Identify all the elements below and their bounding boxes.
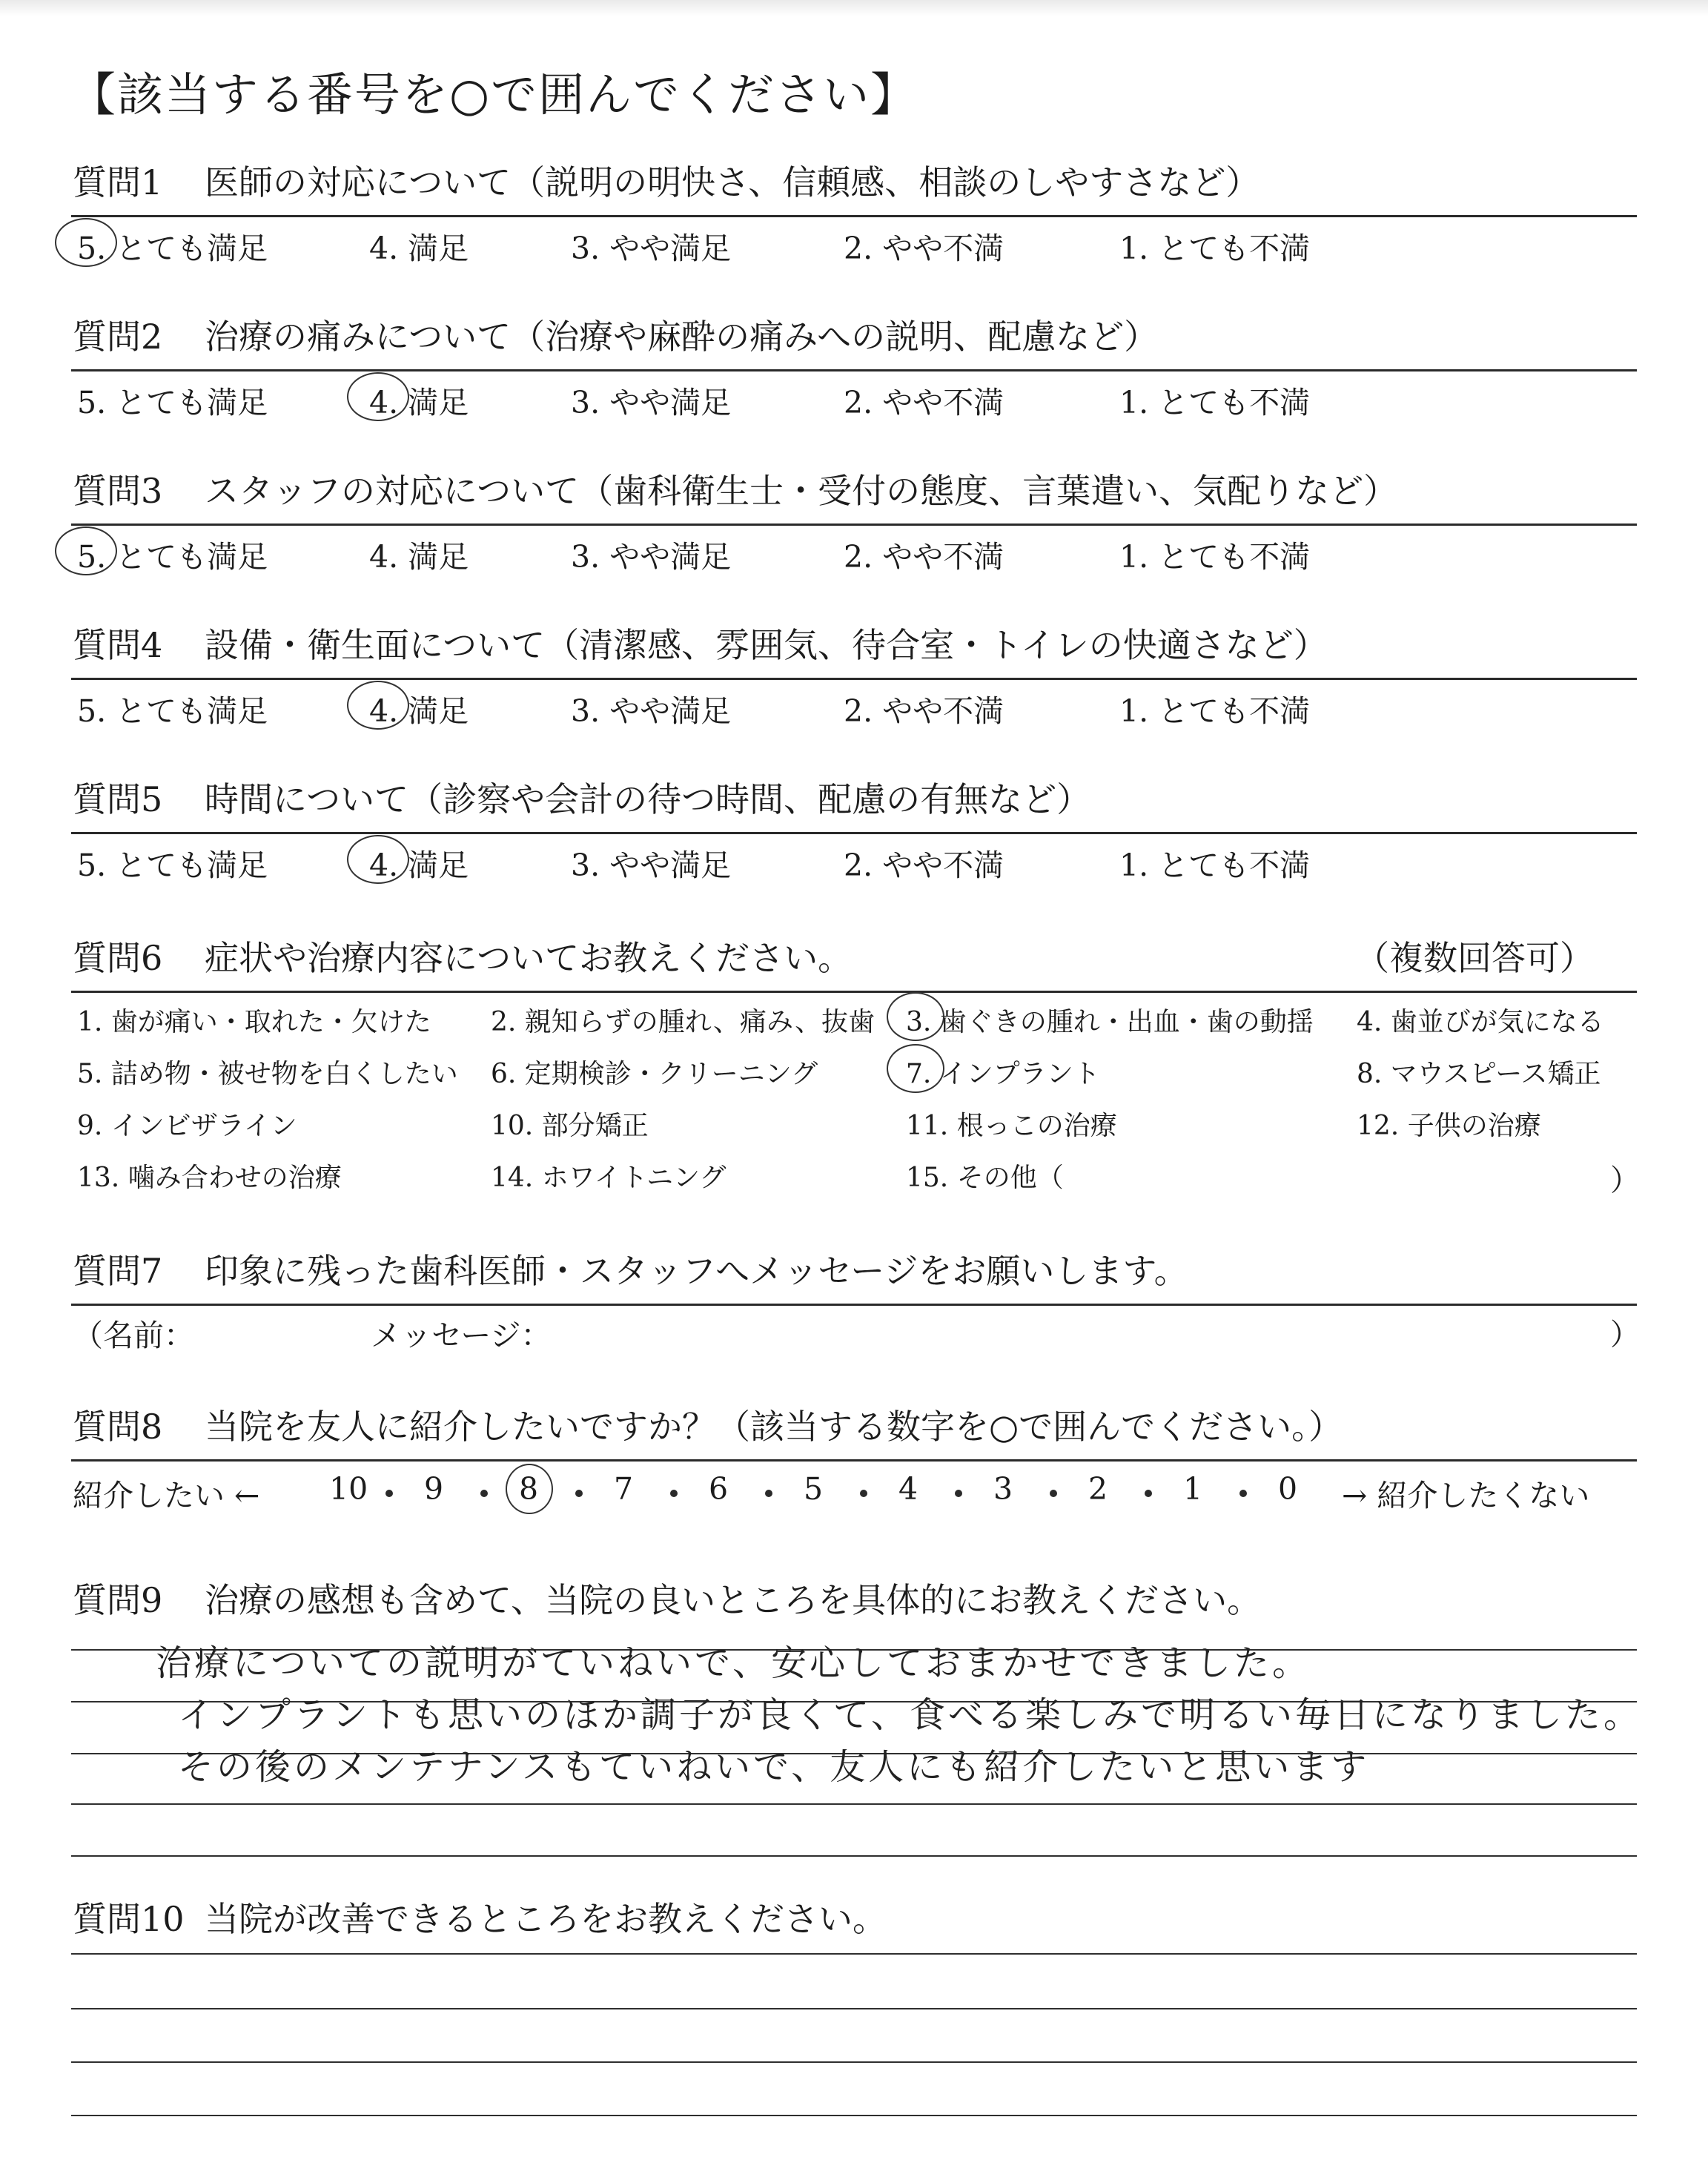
rating-option-4: 4. 満足: [369, 693, 469, 729]
rating-option-4: 4. 満足: [369, 848, 469, 883]
scale-dot: [765, 1490, 772, 1497]
scale-number-6: 6: [709, 1471, 729, 1507]
page-top-edge: [0, 0, 1708, 16]
question-10-title: [73, 1892, 887, 1941]
question-text: 当院が改善できるところをお教えください。: [205, 1899, 887, 1939]
scale-number-2: 2: [1088, 1471, 1108, 1507]
selected-circle: [347, 372, 409, 421]
question-number: 質問5: [73, 779, 163, 819]
scale-number-4: 4: [898, 1471, 918, 1507]
selected-circle: [887, 992, 944, 1041]
question-text: 医師の対応について（説明の明快さ、信頼感、相談のしやすさなど）: [205, 162, 1260, 202]
question-7-title: [73, 1244, 1188, 1293]
rating-option-1: 1. とても不満: [1119, 231, 1311, 266]
scale-number-3: 3: [993, 1471, 1013, 1507]
rating-option-2: 2. やや不満: [844, 693, 1004, 729]
question-number: 質問8: [73, 1407, 163, 1447]
question-rule: [71, 369, 1637, 371]
question-text: 印象に残った歯科医師・スタッフへメッセージをお願いします。: [205, 1251, 1188, 1291]
symptom-option: 6. 定期検診・クリーニング: [491, 1059, 818, 1089]
scale-dot: [575, 1490, 583, 1497]
writing-line: [71, 2008, 1637, 2009]
rating-option-3: 3. やや満足: [571, 385, 732, 420]
question-number: 質問10: [73, 1899, 185, 1939]
question-title: [73, 310, 1158, 359]
scale-number-7: 7: [614, 1471, 634, 1507]
scale-dot: [1050, 1490, 1057, 1497]
rating-option-5: 5. とても満足: [77, 848, 268, 883]
not-recommend-label: → 紹介したくない: [1342, 1478, 1590, 1513]
rating-option-5: 5. とても満足: [77, 385, 268, 420]
rating-option-4: 4. 満足: [369, 539, 469, 575]
symptom-option: 1. 歯が痛い・取れた・欠けた: [77, 1007, 431, 1037]
scale-number-0: 0: [1278, 1471, 1298, 1507]
handwritten-answer-line: その後のメンテナンスもていねいで、友人にも紹介したいと思います: [178, 1746, 1370, 1788]
message-label: メッセージ：: [371, 1318, 552, 1353]
scale-number-10: 10: [329, 1471, 368, 1507]
scale-dot: [385, 1490, 393, 1497]
selected-circle: [347, 681, 409, 730]
symptom-option: 13. 噛み合わせの治療: [77, 1163, 342, 1193]
handwritten-answer-line: 治療についての説明がていねいで、安心しておまかせできました。: [156, 1642, 1311, 1684]
close-paren: ）: [1610, 1318, 1640, 1352]
selected-circle: [887, 1044, 944, 1093]
rating-option-1: 1. とても不満: [1119, 848, 1311, 883]
writing-line: [71, 1953, 1637, 1955]
scale-dot: [670, 1490, 678, 1497]
other-close-paren: ）: [1610, 1163, 1640, 1198]
rating-option-4: 4. 満足: [369, 385, 469, 420]
question-rule: [71, 991, 1637, 993]
rating-option-3: 3. やや満足: [571, 231, 732, 266]
scale-dot: [955, 1490, 962, 1497]
question-text: 当院を友人に紹介したいですか？（該当する数字を○で囲んでください。）: [205, 1407, 1343, 1447]
question-title: [73, 156, 1260, 205]
question-text: スタッフの対応について（歯科衛生士・受付の態度、言葉遣い、気配りなど）: [205, 471, 1398, 511]
selected-circle: [55, 218, 117, 267]
writing-line: [71, 1803, 1637, 1805]
question-text: 治療の痛みについて（治療や麻酔の痛みへの説明、配慮など）: [205, 317, 1159, 357]
rating-option-5: 5. とても満足: [77, 693, 268, 729]
name-label: （名前：: [73, 1318, 194, 1353]
selected-circle: [506, 1464, 553, 1514]
multiple-answer-note: （複数回答可）: [1355, 938, 1594, 978]
symptom-option: 14. ホワイトニング: [491, 1163, 726, 1193]
question-6-title: [73, 931, 852, 980]
scale-number-8: 8: [519, 1471, 539, 1507]
question-text: 治療の感想も含めて、当院の良いところを具体的にお教えください。: [205, 1580, 1262, 1620]
symptom-option: 5. 詰め物・被せ物を白くしたい: [77, 1059, 458, 1089]
question-title: [73, 618, 1328, 667]
rating-option-2: 2. やや不満: [844, 539, 1004, 575]
rating-option-1: 1. とても不満: [1119, 539, 1311, 575]
question-number: 質問3: [73, 471, 163, 511]
rating-option-2: 2. やや不満: [844, 848, 1004, 883]
question-title: [73, 773, 1090, 822]
question-8-title: [73, 1400, 1343, 1449]
symptom-option: 8. マウスピース矯正: [1357, 1059, 1601, 1089]
question-number: 質問9: [73, 1580, 163, 1620]
handwritten-answer-line: インプラントも思いのほか調子が良くて、食べる楽しみで明るい毎日になりました。: [178, 1694, 1643, 1736]
question-rule: [71, 678, 1637, 680]
rating-option-1: 1. とても不満: [1119, 385, 1311, 420]
question-rule: [71, 524, 1637, 526]
selected-circle: [55, 526, 117, 575]
rating-option-4: 4. 満足: [369, 231, 469, 266]
symptom-option: 3. 歯ぐきの腫れ・出血・歯の動揺: [906, 1007, 1314, 1037]
scale-dot: [1145, 1490, 1152, 1497]
scale-dot: [1239, 1490, 1247, 1497]
rating-option-3: 3. やや満足: [571, 848, 732, 883]
rating-option-1: 1. とても不満: [1119, 693, 1311, 729]
rating-option-3: 3. やや満足: [571, 539, 732, 575]
question-9-title: [73, 1573, 1261, 1622]
question-rule: [71, 1459, 1637, 1462]
rating-option-5: 5. とても満足: [77, 231, 268, 266]
selected-circle: [347, 835, 409, 884]
question-text: 症状や治療内容についてお教えください。: [205, 938, 853, 978]
scale-number-5: 5: [804, 1471, 824, 1507]
scale-dot: [480, 1490, 488, 1497]
question-number: 質問4: [73, 625, 163, 665]
scale-number-9: 9: [424, 1471, 444, 1507]
writing-line: [71, 2061, 1637, 2063]
question-title: [73, 464, 1397, 513]
question-number: 質問2: [73, 317, 163, 357]
symptom-option: 9. インビザライン: [77, 1111, 297, 1141]
writing-line: [71, 1855, 1637, 1857]
rating-option-3: 3. やや満足: [571, 693, 732, 729]
rating-option-2: 2. やや不満: [844, 385, 1004, 420]
symptom-option: 15. その他（: [906, 1163, 1064, 1193]
recommend-label: 紹介したい ←: [73, 1478, 260, 1513]
question-number: 質問6: [73, 938, 163, 978]
question-rule: [71, 1304, 1637, 1306]
question-rule: [71, 215, 1637, 217]
writing-line: [71, 2115, 1637, 2116]
rating-option-2: 2. やや不満: [844, 231, 1004, 266]
page-header: 【該当する番号を○で囲んでください】: [70, 67, 918, 122]
symptom-option: 4. 歯並びが気になる: [1357, 1007, 1604, 1037]
question-text: 設備・衛生面について（清潔感、雰囲気、待合室・トイレの快適さなど）: [205, 625, 1328, 665]
question-text: 時間について（診察や会計の待つ時間、配慮の有無など）: [205, 779, 1091, 819]
symptom-option: 2. 親知らずの腫れ、痛み、抜歯: [491, 1007, 875, 1037]
rating-option-5: 5. とても満足: [77, 539, 268, 575]
symptom-option: 12. 子供の治療: [1357, 1111, 1541, 1141]
symptom-option: 7. インプラント: [906, 1059, 1100, 1089]
question-number: 質問7: [73, 1251, 163, 1291]
question-number: 質問1: [73, 162, 163, 202]
symptom-option: 11. 根っこの治療: [906, 1111, 1117, 1141]
scale-number-1: 1: [1183, 1471, 1203, 1507]
question-rule: [71, 832, 1637, 834]
symptom-option: 10. 部分矯正: [491, 1111, 649, 1141]
scale-dot: [860, 1490, 867, 1497]
